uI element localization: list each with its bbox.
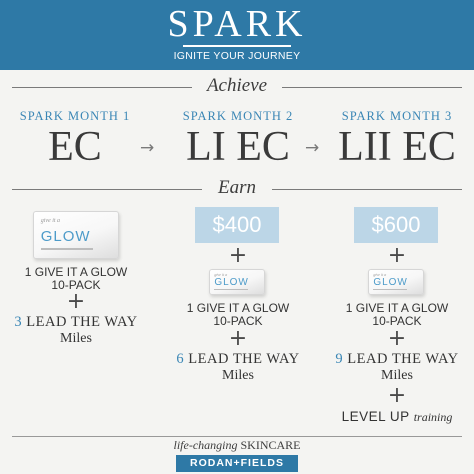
- month-1-lead-number: 3: [14, 314, 23, 330]
- plus-icon: +: [387, 383, 407, 408]
- arrow-icon: →: [305, 138, 320, 158]
- month-1-glow-line1: 1 GIVE IT A GLOW: [24, 265, 128, 279]
- glow-product-image: [209, 269, 265, 295]
- month-3-glow-line2: 10-PACK: [372, 314, 422, 328]
- rodan-fields-logo: RODAN+FIELDS: [176, 455, 298, 472]
- month-1-glow-line2: 10-PACK: [51, 278, 101, 292]
- brand-title: SPARK: [167, 3, 307, 45]
- month-2-miles: Miles: [222, 368, 254, 383]
- month-3-money-badge: $600: [354, 207, 438, 243]
- month-1-lead: [1, 314, 151, 331]
- glow-card-big-text: GLOW: [373, 276, 408, 288]
- earn-rule-right: [272, 189, 462, 190]
- glow-card-bar: [214, 289, 248, 290]
- brand-tagline: IGNITE YOUR JOURNEY: [173, 50, 301, 62]
- brand-divider: [183, 45, 291, 47]
- glow-card-big-text: GLOW: [40, 227, 91, 245]
- month-1-miles: Miles: [60, 331, 92, 346]
- arrow-icon: →: [140, 138, 155, 158]
- glow-card-bar: [373, 289, 407, 290]
- month-3-levelup: [322, 409, 472, 425]
- training-text: training: [413, 410, 453, 424]
- month-3-rank: LII EC: [338, 124, 456, 170]
- achieve-rule-right: [282, 87, 462, 88]
- glow-card-small-text: give it a: [40, 218, 61, 225]
- month-1-rank: EC: [48, 124, 102, 170]
- plus-icon: +: [228, 243, 248, 268]
- month-2-lead: [163, 351, 313, 368]
- footer-tagline: [0, 438, 474, 453]
- glow-card-small-text: give it a: [373, 271, 387, 277]
- plus-icon: +: [387, 326, 407, 351]
- month-2-lead-number: 6: [176, 351, 185, 367]
- month-3-lead-text: LEAD THE WAY: [347, 351, 459, 367]
- footer-tagline-italic: life-changing: [173, 438, 238, 452]
- month-3-lead-number: 9: [335, 351, 344, 367]
- header-banner: [0, 0, 474, 70]
- glow-product-image: [33, 211, 119, 259]
- achieve-title: Achieve: [206, 75, 268, 96]
- month-2-glow-line2: 10-PACK: [213, 314, 263, 328]
- month-3-label: SPARK MONTH 3: [341, 109, 453, 123]
- plus-icon: +: [66, 289, 86, 314]
- levelup-text: LEVEL UP: [341, 409, 410, 424]
- glow-card-bar: [41, 248, 93, 250]
- glow-card-small-text: give it a: [214, 271, 228, 277]
- month-2-lead-text: LEAD THE WAY: [188, 351, 300, 367]
- month-1-label: SPARK MONTH 1: [19, 109, 131, 123]
- footer-divider: [12, 436, 462, 437]
- footer-tagline-caps: SKINCARE: [240, 438, 301, 452]
- month-1-lead-text: LEAD THE WAY: [26, 314, 138, 330]
- earn-title: Earn: [218, 177, 256, 198]
- month-2-rank: LI EC: [186, 124, 290, 170]
- month-2-glow-line1: 1 GIVE IT A GLOW: [186, 301, 290, 315]
- plus-icon: +: [387, 243, 407, 268]
- glow-product-image: [368, 269, 424, 295]
- month-3-lead: [322, 351, 472, 368]
- glow-card-big-text: GLOW: [214, 276, 249, 288]
- month-2-money-badge: $400: [195, 207, 279, 243]
- month-3-miles: Miles: [381, 368, 413, 383]
- plus-icon: +: [228, 326, 248, 351]
- month-2-label: SPARK MONTH 2: [182, 109, 294, 123]
- month-3-glow-line1: 1 GIVE IT A GLOW: [345, 301, 449, 315]
